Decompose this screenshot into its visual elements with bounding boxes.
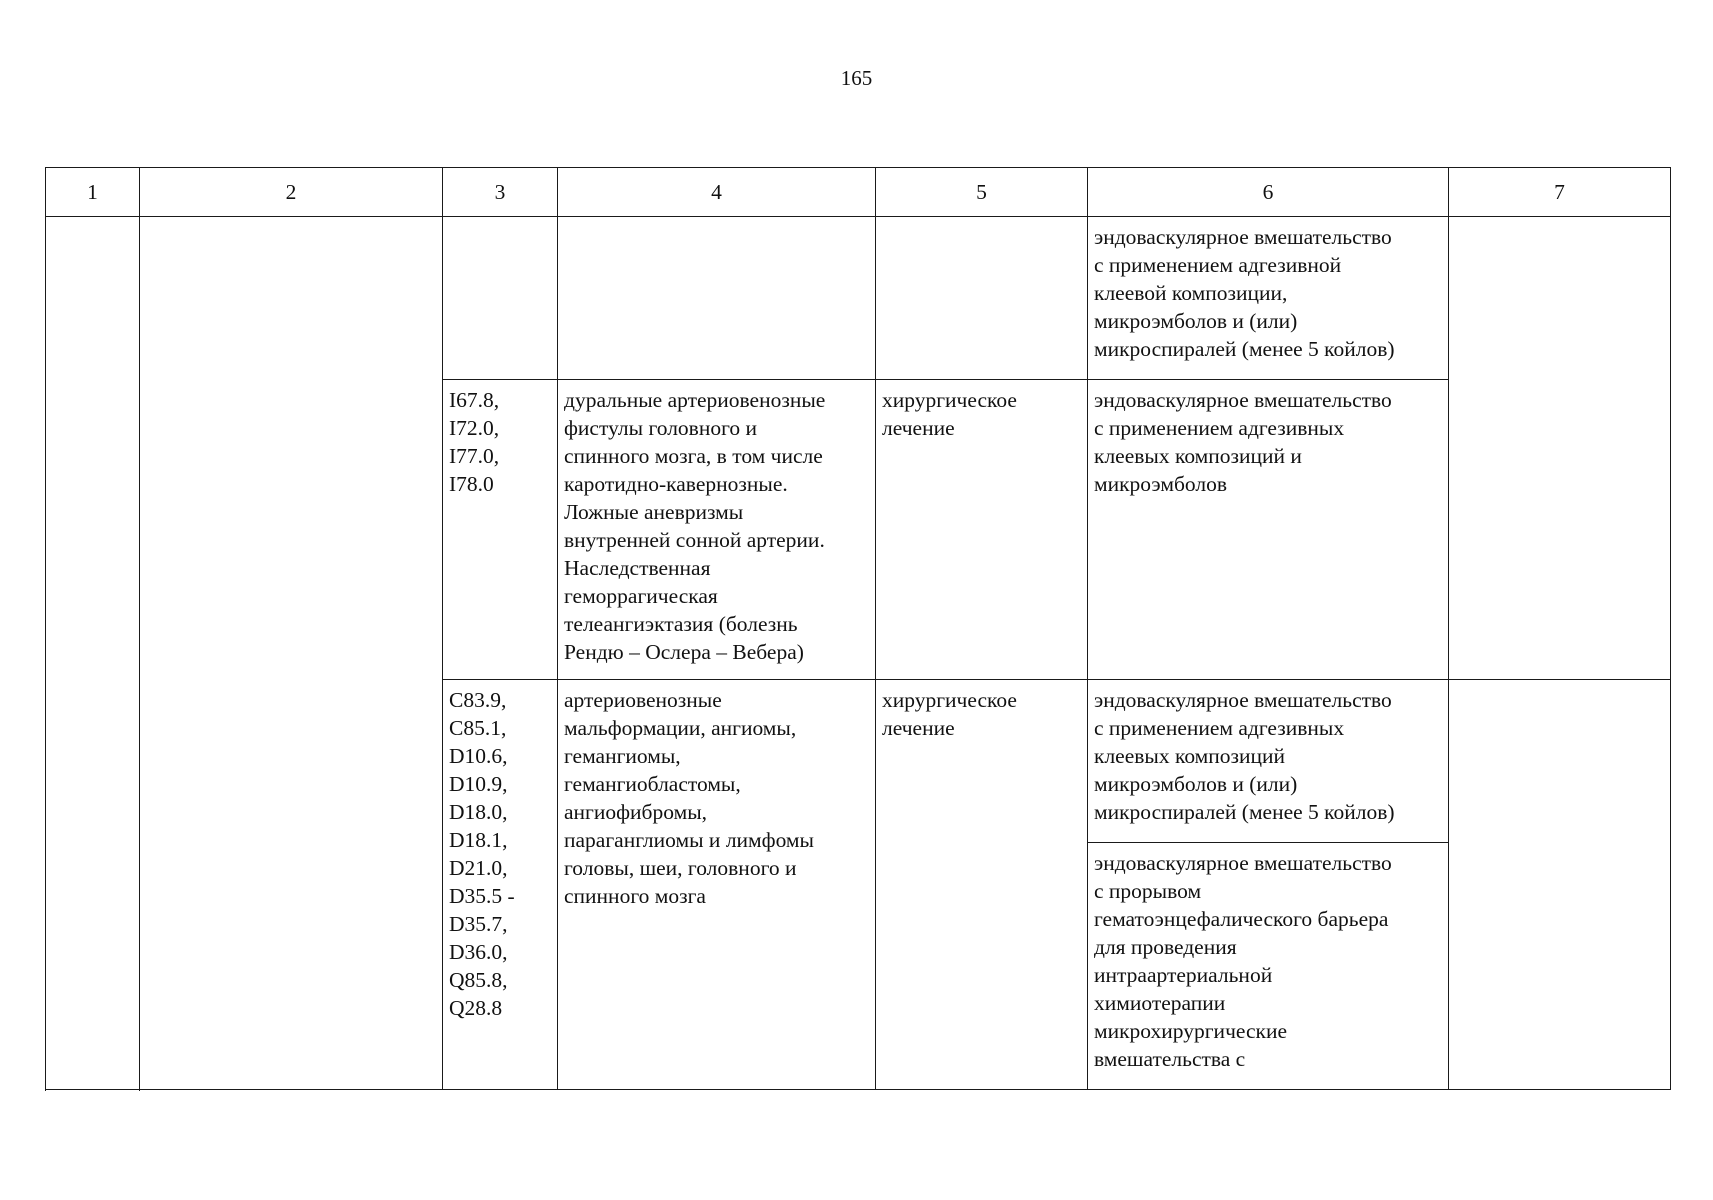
method-line: микроэмболов и (или) — [1094, 309, 1298, 333]
description-line: Рендю – Ослера – Вебера) — [564, 640, 804, 664]
description-line: каротидно-кавернозные. — [564, 472, 788, 496]
code-line: D36.0, — [449, 940, 508, 964]
method-cell — [1088, 380, 1449, 680]
method-cell — [1088, 217, 1449, 380]
code-line: D35.5 - — [449, 884, 515, 908]
code-line: I72.0, — [449, 416, 500, 440]
code-line: D35.7, — [449, 912, 508, 936]
treatment-line: хирургическое — [882, 688, 1017, 712]
method-line: микроспиралей (менее 5 койлов) — [1094, 800, 1395, 824]
method-line: эндоваскулярное вмешательство — [1094, 225, 1392, 249]
header-col-5: 5 — [876, 168, 1088, 217]
description-cell — [558, 680, 876, 1090]
procedures-table — [45, 167, 1671, 1090]
method-line: с прорывом — [1094, 879, 1202, 903]
header-col-3: 3 — [443, 168, 558, 217]
method-line: эндоваскулярное вмешательство — [1094, 688, 1392, 712]
header-col-1: 1 — [46, 168, 140, 217]
col-1-cell — [46, 217, 140, 1090]
code-line: Q28.8 — [449, 996, 503, 1020]
method-line: клеевой композиции, — [1094, 281, 1288, 305]
code-line: I67.8, — [449, 388, 500, 412]
description-line: спинного мозга, в том числе — [564, 444, 823, 468]
description-line: Ложные аневризмы — [564, 500, 744, 524]
description-cell — [558, 380, 876, 680]
col-7-cell — [1449, 680, 1671, 1090]
method-line: эндоваскулярное вмешательство — [1094, 388, 1392, 412]
description-line: головы, шеи, головного и — [564, 856, 797, 880]
description-line: спинного мозга — [564, 884, 706, 908]
code-line: D18.0, — [449, 800, 508, 824]
method-line: вмешательства с — [1094, 1047, 1246, 1071]
code-line: D21.0, — [449, 856, 508, 880]
treatment-line: лечение — [882, 416, 955, 440]
method-line: для проведения — [1094, 935, 1237, 959]
method-line: клеевых композиций и — [1094, 444, 1302, 468]
description-line: артериовенозные — [564, 688, 722, 712]
description-line: ангиофибромы, — [564, 800, 708, 824]
code-line: C85.1, — [449, 716, 507, 740]
method-line: гематоэнцефалического барьера — [1094, 907, 1389, 931]
code-line: D10.6, — [449, 744, 508, 768]
code-line: C83.9, — [449, 688, 507, 712]
method-line: с применением адгезивной — [1094, 253, 1342, 277]
method-line: с применением адгезивных — [1094, 716, 1345, 740]
header-col-7: 7 — [1449, 168, 1671, 217]
description-line: мальформации, ангиомы, — [564, 716, 797, 740]
method-line: химиотерапии — [1094, 991, 1226, 1015]
treatment-cell — [876, 217, 1088, 380]
method-line: микроспиралей (менее 5 койлов) — [1094, 337, 1395, 361]
description-line: гемангиомы, — [564, 744, 681, 768]
description-line: параганглиомы и лимфомы — [564, 828, 814, 852]
description-line: геморрагическая — [564, 584, 718, 608]
code-line: D18.1, — [449, 828, 508, 852]
description-line: дуральные артериовенозные — [564, 388, 826, 412]
table-row — [46, 217, 1671, 380]
header-col-6: 6 — [1088, 168, 1449, 217]
header-col-2: 2 — [140, 168, 443, 217]
method-line: с применением адгезивных — [1094, 416, 1345, 440]
code-line: I77.0, — [449, 444, 500, 468]
code-line: I78.0 — [449, 472, 494, 496]
codes-cell — [443, 380, 558, 680]
method-line: эндоваскулярное вмешательство — [1094, 851, 1392, 875]
code-line: Q85.8, — [449, 968, 508, 992]
header-col-4: 4 — [558, 168, 876, 217]
method-line: клеевых композиций — [1094, 744, 1286, 768]
treatment-cell — [876, 680, 1088, 1090]
codes-cell — [443, 680, 558, 1090]
description-line: телеангиэктазия (болезнь — [564, 612, 798, 636]
method-cell — [1088, 843, 1449, 1090]
method-line: микроэмболов — [1094, 472, 1227, 496]
col-7-cell — [1449, 217, 1671, 680]
header-row — [46, 168, 1671, 217]
treatment-cell — [876, 380, 1088, 680]
treatment-line: лечение — [882, 716, 955, 740]
method-cell — [1088, 680, 1449, 843]
method-line: микроэмболов и (или) — [1094, 772, 1298, 796]
code-line: D10.9, — [449, 772, 508, 796]
treatment-line: хирургическое — [882, 388, 1017, 412]
method-line: микрохирургические — [1094, 1019, 1287, 1043]
page-number: 165 — [840, 66, 873, 90]
codes-cell — [443, 217, 558, 380]
description-line: гемангиобластомы, — [564, 772, 741, 796]
method-line: интраартериальной — [1094, 963, 1273, 987]
description-line: внутренней сонной артерии. — [564, 528, 825, 552]
col-2-cell — [140, 217, 443, 1090]
description-line: фистулы головного и — [564, 416, 757, 440]
description-line: Наследственная — [564, 556, 711, 580]
description-cell — [558, 217, 876, 380]
